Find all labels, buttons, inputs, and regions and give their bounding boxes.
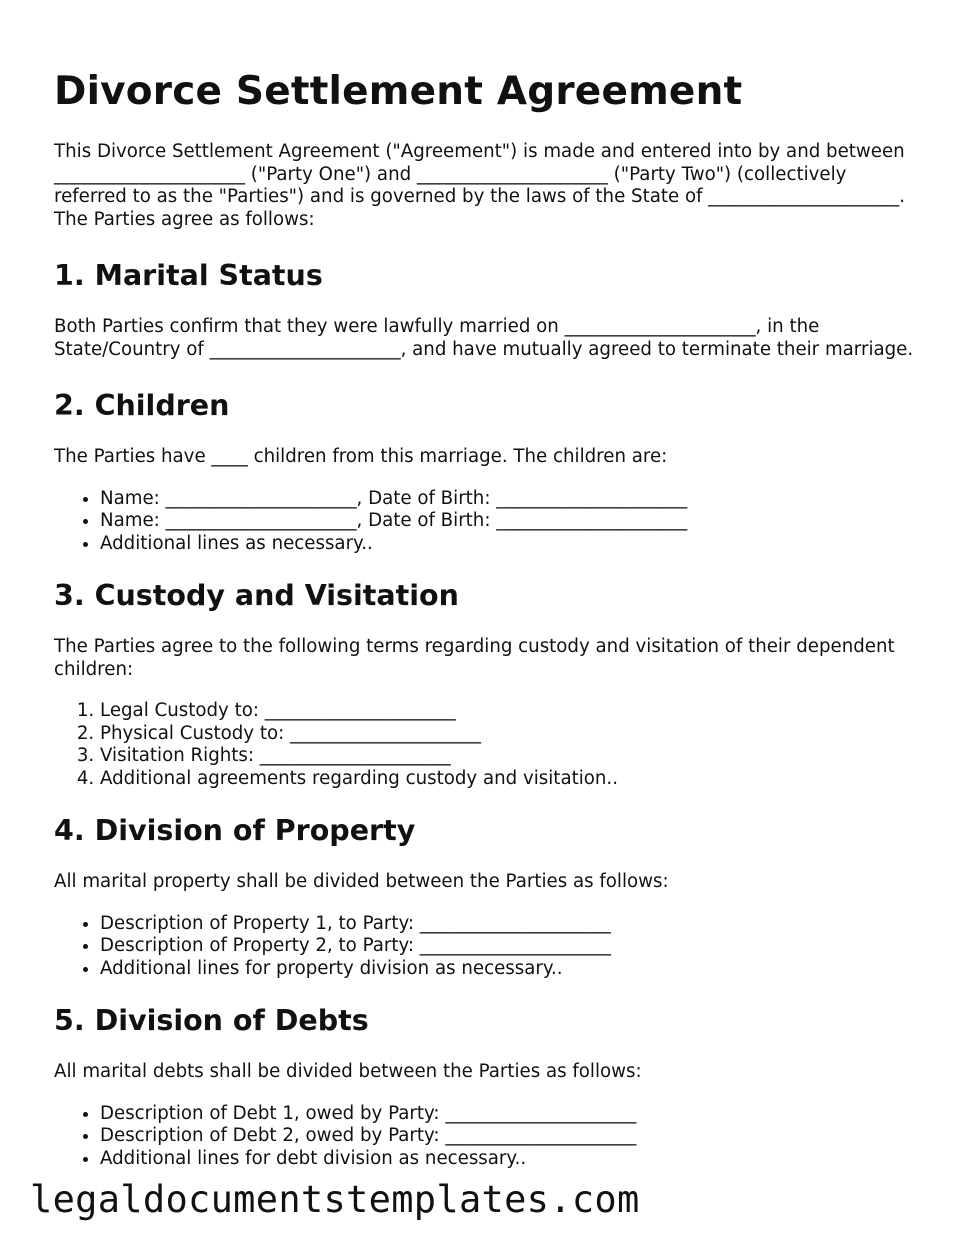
section-text: Both Parties confirm that they were lawfully married on _____________________, in the State/Country of _____________________, and have mutually agreed to terminate their marriage. xyxy=(54,316,914,360)
debts-list xyxy=(54,1103,914,1171)
children-list xyxy=(54,488,914,556)
section-heading: 1. Marital Status xyxy=(54,259,323,292)
list-item: • Additional lines for debt division as necessary.. xyxy=(100,1148,914,1171)
section-property xyxy=(54,814,914,980)
list-item: • Additional lines for property division as necessary.. xyxy=(100,958,914,981)
section-debts xyxy=(54,1004,914,1170)
section-text: The Parties have ____ children from this marriage. The children are: xyxy=(54,446,668,467)
list-item: • Description of Debt 1, owed by Party: _____________________ xyxy=(100,1103,914,1126)
list-item: • Description of Property 2, to Party: _____________________ xyxy=(100,935,914,958)
property-list xyxy=(54,913,914,981)
list-item: • Name: _____________________, Date of Birth: _____________________ xyxy=(100,488,914,511)
section-children xyxy=(54,389,914,555)
list-item: 3. Visitation Rights: _____________________ xyxy=(100,745,914,768)
document-title: Divorce Settlement Agreement xyxy=(54,69,743,114)
website-watermark: legaldocumentstemplates.com xyxy=(30,1178,640,1221)
intro-paragraph: This Divorce Settlement Agreement ("Agreement") is made and entered into by and between _____________________ ("Party One") and _____________________ ("Party Two") (collectively referred to as the "Parties") and is governed by the laws of the State of _____________________. The Parties agree as follows: xyxy=(54,141,906,230)
custody-list xyxy=(54,700,914,790)
section-heading: 2. Children xyxy=(54,389,230,422)
list-item: • Additional lines as necessary.. xyxy=(100,533,914,556)
list-item: • Description of Debt 2, owed by Party: _____________________ xyxy=(100,1125,914,1148)
section-custody xyxy=(54,579,914,790)
section-text: All marital property shall be divided between the Parties as follows: xyxy=(54,871,669,892)
section-heading: 5. Division of Debts xyxy=(54,1004,369,1037)
list-item: 1. Legal Custody to: _____________________ xyxy=(100,700,914,723)
document-page xyxy=(54,68,914,1194)
section-marital-status xyxy=(54,259,914,361)
section-text: The Parties agree to the following terms regarding custody and visitation of their dependent children: xyxy=(54,636,895,680)
section-text: All marital debts shall be divided between the Parties as follows: xyxy=(54,1061,642,1082)
list-item: • Description of Property 1, to Party: _____________________ xyxy=(100,913,914,936)
section-heading: 4. Division of Property xyxy=(54,814,416,847)
section-heading: 3. Custody and Visitation xyxy=(54,579,459,612)
list-item: 4. Additional agreements regarding custody and visitation.. xyxy=(100,768,914,791)
list-item: 2. Physical Custody to: _____________________ xyxy=(100,723,914,746)
list-item: • Name: _____________________, Date of Birth: _____________________ xyxy=(100,510,914,533)
